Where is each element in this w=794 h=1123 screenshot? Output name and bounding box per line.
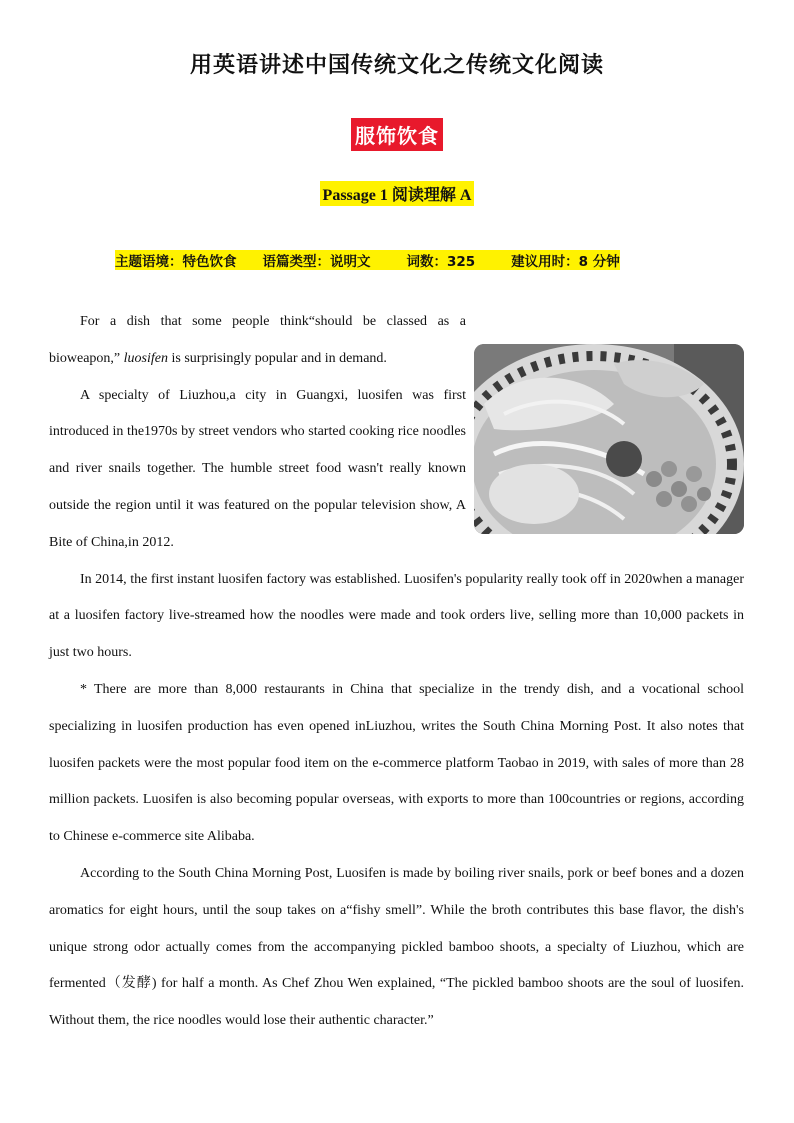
- meta-genre: 语篇类型：说明文: [263, 250, 371, 270]
- meta-word-count: 词数：325: [407, 250, 476, 270]
- luosifen-term: luosifen: [123, 350, 168, 366]
- passage-meta: [115, 250, 715, 270]
- meta-suggested-time: 建议用时：8 分钟: [511, 250, 620, 270]
- paragraph-2: A specialty of Liuzhou,a city in Guangxi, luosifen was first introduced in the1970s by street vendors who started cooking rice noodles and river snails together. The humble street food wasn't really known outside the region until it was featured on the popular television show, A Bite of China,in 2012.: [49, 387, 466, 550]
- section-badge: 服饰饮食: [351, 118, 443, 151]
- paragraph-4: * There are more than 8,000 restaurants in China that specialize in the trendy dish, and a vocational school specializing in luosifen production has even opened inLiuzhou, writes the South China Morning Post. It also notes that luosifen packets were the most popular food item on the e-commerce platform Taobao in 2019, with sales of more than 28 million packets. Luosifen is also becoming popular overseas, with exports to more than 100countries or regions, according to Chinese e-commerce site Alibaba.: [49, 681, 744, 845]
- passage-label: Passage 1 阅读理解 A: [320, 181, 475, 206]
- main-title: 用英语讲述中国传统文化之传统文化阅读: [189, 52, 604, 78]
- article-body: [49, 304, 744, 1040]
- paragraph-3: In 2014, the first instant luosifen factory was established. Luosifen's popularity really took off in 2020when a manager at a luosifen factory live-streamed how the noodles were made and took orders live, selling more than 10,000 packets in just two hours.: [49, 571, 744, 661]
- luosifen-photo: [474, 344, 744, 534]
- paragraph-1: For a dish that some people think“should be classed as a bioweapon,” luosifen is surprisingly popular and in demand.: [49, 314, 466, 366]
- noodle-bowl-image: [474, 344, 744, 534]
- meta-topic: 主题语境：特色饮食: [115, 250, 237, 270]
- paragraph-5: According to the South China Morning Post, Luosifen is made by boiling river snails, pork or beef bones and a dozen aromatics for eight hours, until the soup takes on a“fishy smell”. While the broth contributes this base flavor, the dish's unique strong odor actually comes from the accompanying pickled bamboo shoots, a specialty of Liuzhou, which are fermented（发酵) for half a month. As Chef Zhou Wen explained, “The pickled bamboo shoots are the soul of luosifen. Without them, the rice noodles would lose their authentic character.”: [49, 865, 744, 1029]
